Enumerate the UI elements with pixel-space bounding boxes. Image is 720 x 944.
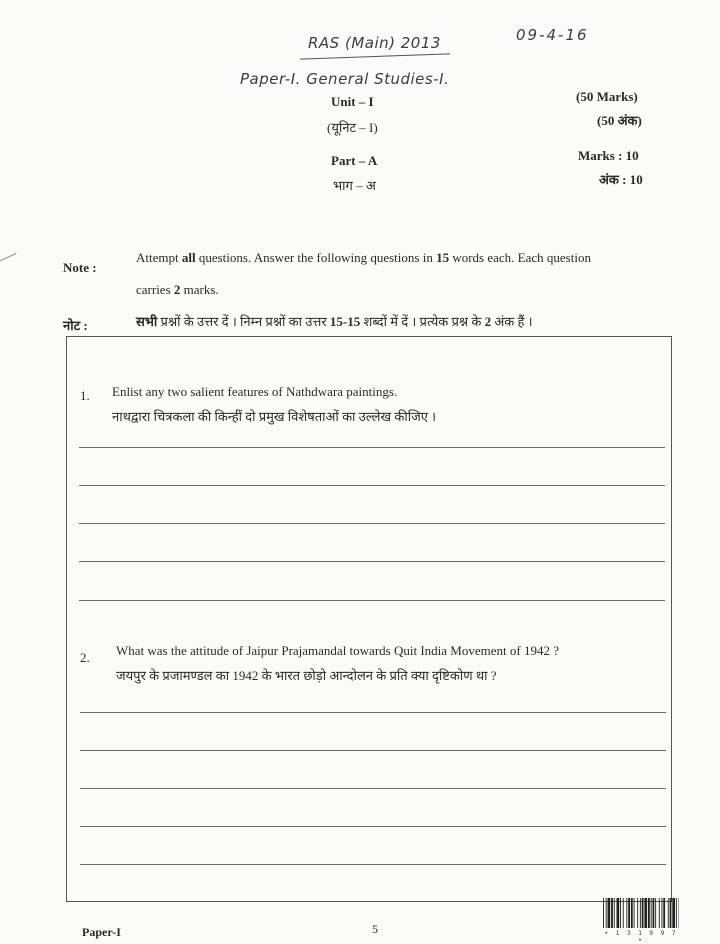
barcode-bar xyxy=(603,898,604,928)
question-2-text-hindi: जयपुर के प्रजामण्डल का 1942 के भारत छोड़ो आन्दोलन के प्रति क्या दृष्टिकोण था ? xyxy=(116,668,497,683)
unit-heading: Unit – I xyxy=(331,94,374,109)
question-1-number: 1. xyxy=(80,388,90,403)
barcode-bar xyxy=(668,898,669,928)
question-1-text-hindi: नाथद्वारा चित्रकला की किन्हीं दो प्रमुख विशेषताओं का उल्लेख कीजिए । xyxy=(112,409,437,424)
barcode-bar xyxy=(631,898,633,928)
answer-line[interactable] xyxy=(79,523,665,524)
barcode-bar xyxy=(648,898,650,928)
barcode-bar xyxy=(606,898,607,928)
barcode-number: • 1 3 1 9 9 7 • xyxy=(604,930,678,944)
barcode xyxy=(603,898,679,928)
barcode-bar xyxy=(628,898,630,928)
note-instruction-line-2: carries 2 marks. xyxy=(136,282,219,297)
barcode-bar xyxy=(626,898,627,928)
answer-line[interactable] xyxy=(80,826,666,827)
total-marks-hindi: (50 अंक) xyxy=(597,113,642,128)
answer-line[interactable] xyxy=(80,788,666,789)
part-marks: Marks : 10 xyxy=(578,148,639,163)
barcode-bar xyxy=(653,898,655,928)
margin-mark xyxy=(0,253,22,274)
answer-line[interactable] xyxy=(79,561,665,562)
barcode-bar xyxy=(642,898,644,928)
answer-line[interactable] xyxy=(79,447,665,448)
part-heading-hindi: भाग – अ xyxy=(333,178,376,193)
answer-line[interactable] xyxy=(80,712,666,713)
barcode-bar xyxy=(644,898,647,928)
barcode-bar xyxy=(662,898,663,928)
page-number: 5 xyxy=(372,922,378,936)
barcode-bar xyxy=(640,898,641,928)
barcode-bar xyxy=(637,898,638,928)
footer-paper-label: Paper-I xyxy=(82,925,121,939)
handwritten-exam-title: RAS (Main) 2013 xyxy=(308,34,441,52)
question-2-text: What was the attitude of Jaipur Prajamandal towards Quit India Movement of 1942 ? xyxy=(116,643,559,658)
barcode-bar xyxy=(672,898,675,928)
answer-line[interactable] xyxy=(79,600,665,601)
note-label: Note : xyxy=(63,260,97,275)
barcode-bar xyxy=(659,898,660,928)
part-marks-hindi: अंक : 10 xyxy=(599,172,643,187)
handwritten-paper-name: Paper-I. General Studies-I. xyxy=(240,70,450,88)
handwritten-date: 09-4-16 xyxy=(516,26,589,44)
barcode-bar xyxy=(623,898,624,928)
barcode-bar xyxy=(611,898,613,928)
barcode-bar xyxy=(670,898,672,928)
note-instruction-hindi: सभी प्रश्नों के उत्तर दें । निम्न प्रश्नों का उत्तर 15-15 शब्दों में दें । प्रत्येक प्रश्न के 2 अंक हैं । xyxy=(136,314,533,329)
part-heading: Part – A xyxy=(331,153,378,168)
answer-line[interactable] xyxy=(80,864,666,865)
barcode-bar xyxy=(614,898,615,928)
barcode-bar xyxy=(676,898,677,928)
barcode-bar xyxy=(620,898,621,928)
total-marks: (50 Marks) xyxy=(576,89,638,104)
question-2-number: 2. xyxy=(80,650,90,665)
answer-line[interactable] xyxy=(80,750,666,751)
barcode-bar xyxy=(663,898,665,928)
barcode-bar xyxy=(617,898,620,928)
answer-line[interactable] xyxy=(79,485,665,486)
handwritten-underline xyxy=(300,53,450,60)
barcode-bar xyxy=(651,898,652,928)
barcode-bar xyxy=(608,898,611,928)
barcode-bar xyxy=(655,898,656,928)
question-1-text: Enlist any two salient features of Nathdwara paintings. xyxy=(112,384,398,399)
barcode-bar xyxy=(634,898,635,928)
unit-heading-hindi: (यूनिट – I) xyxy=(327,120,378,135)
note-instruction-line-1: Attempt all questions. Answer the following questions in 15 words each. Each question xyxy=(136,250,591,265)
note-label-hindi: नोट : xyxy=(63,318,88,333)
